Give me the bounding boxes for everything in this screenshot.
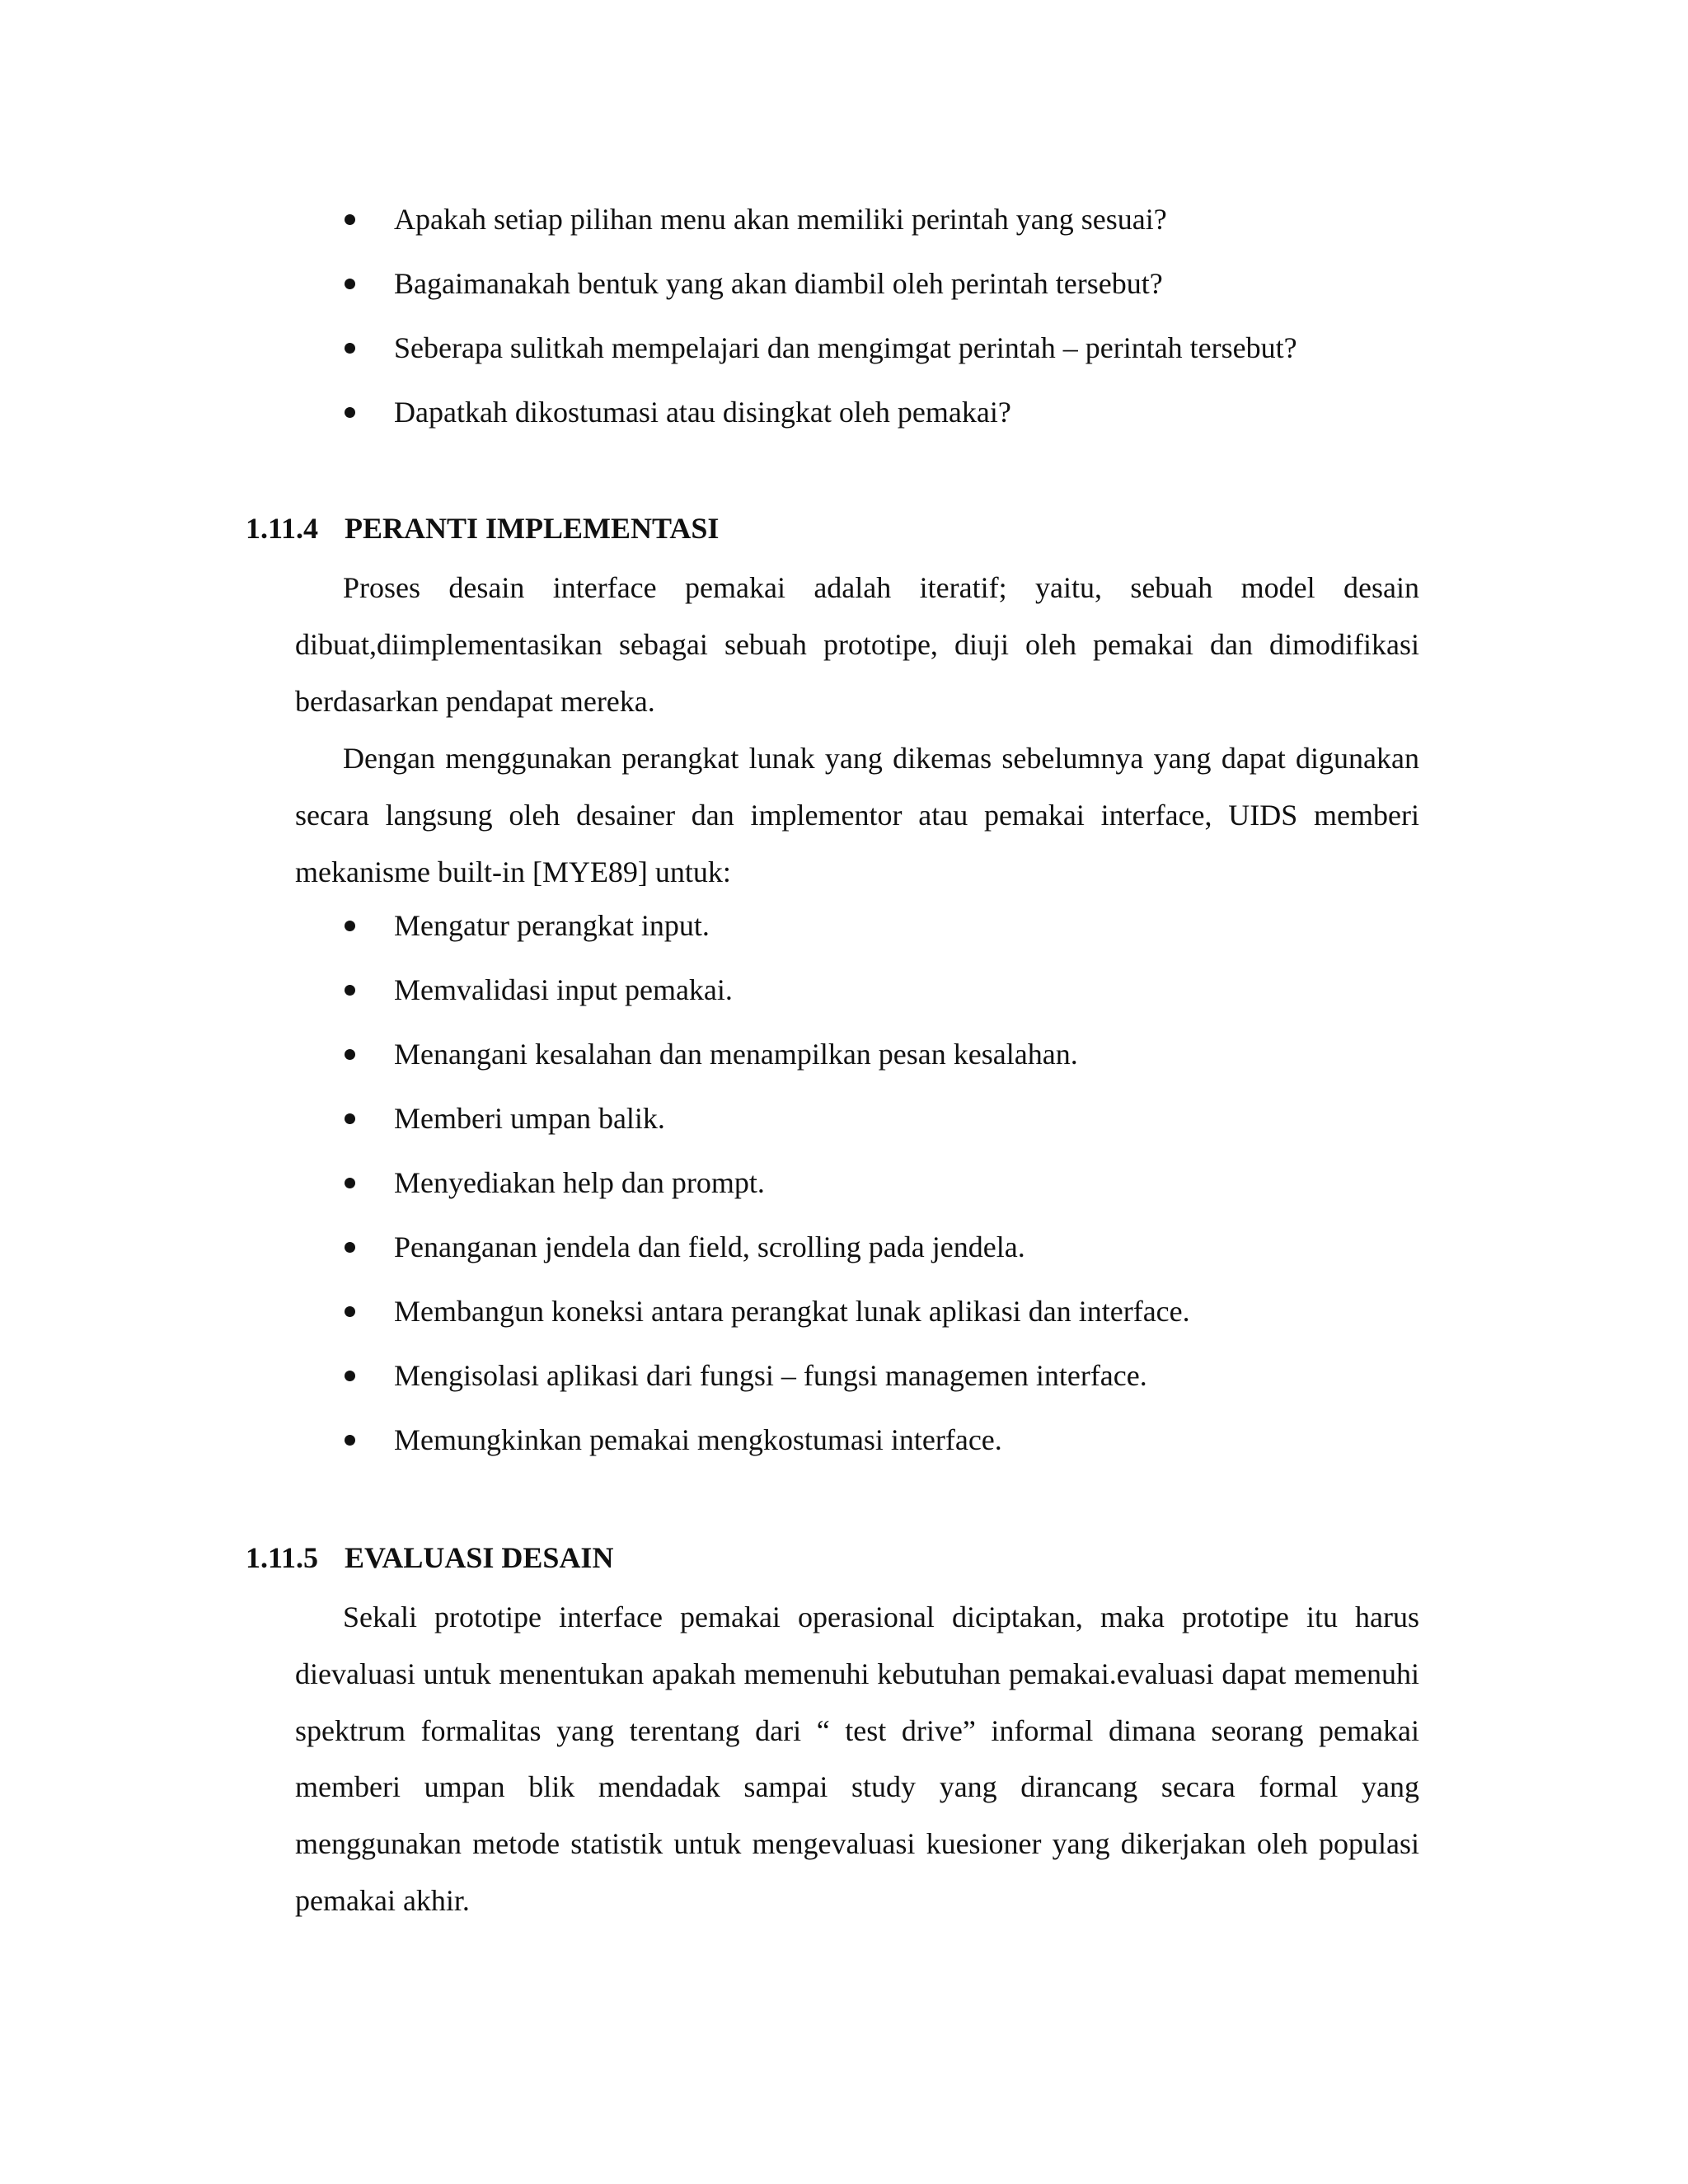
section-number: 1.11.5	[246, 1541, 319, 1574]
list-item-text: Mengisolasi aplikasi dari fungsi – fungsi managemen interface.	[394, 1359, 1147, 1392]
list-item-text: Penanganan jendela dan field, scrolling pada jendela.	[394, 1230, 1025, 1263]
list-item-text: Memungkinkan pemakai mengkostumasi interface.	[394, 1423, 1002, 1456]
paragraph: Dengan menggunakan perangkat lunak yang dikemas sebelumnya yang dapat digunakan secara langsung oleh desainer dan implementor atau pemakai interface, UIDS memberi mekanisme built-in [MYE89] untuk:	[295, 742, 1419, 888]
bullet-icon	[345, 921, 355, 931]
bullet-icon	[345, 1306, 355, 1317]
list-item-text: Mengatur perangkat input.	[394, 909, 710, 942]
bullet-icon	[345, 279, 355, 289]
section-heading	[246, 510, 719, 546]
paragraph: Sekali prototipe interface pemakai operasional diciptakan, maka prototipe itu harus dievaluasi untuk menentukan apakah memenuhi kebutuhan pemakai.evaluasi dapat memenuhi spektrum formalitas yang terentang dari “ test drive” informal dimana seorang pemakai memberi umpan blik mendadak sampai study yang dirancang secara formal yang menggunakan metode statistik untuk mengevaluasi kuesioner yang dikerjakan oleh populasi pemakai akhir.	[295, 1601, 1419, 1917]
section-title: EVALUASI DESAIN	[345, 1541, 614, 1574]
list-item-text: Memberi umpan balik.	[394, 1102, 665, 1135]
bullet-icon	[345, 214, 355, 225]
list-item-text: Menyediakan help dan prompt.	[394, 1166, 765, 1199]
bullet-icon	[345, 1049, 355, 1060]
bullet-icon	[345, 1113, 355, 1124]
section-heading	[246, 1540, 613, 1576]
bullet-icon	[345, 1242, 355, 1253]
list-item-text: Memvalidasi input pemakai.	[394, 973, 733, 1006]
bullet-icon	[345, 985, 355, 996]
list-item-text: Membangun koneksi antara perangkat lunak aplikasi dan interface.	[394, 1295, 1190, 1328]
section-number: 1.11.4	[246, 512, 319, 545]
paragraph: Proses desain interface pemakai adalah iteratif; yaitu, sebuah model desain dibuat,diimplementasikan sebagai sebuah prototipe, diuji oleh pemakai dan dimodifikasi berdasarkan pendapat mereka.	[295, 571, 1419, 718]
list-item-text: Menangani kesalahan dan menampilkan pesan kesalahan.	[394, 1038, 1078, 1071]
list-item-text: Seberapa sulitkah mempelajari dan mengimgat perintah – perintah tersebut?	[394, 331, 1297, 364]
bullet-icon	[345, 407, 355, 418]
section-title: PERANTI IMPLEMENTASI	[345, 512, 720, 545]
bullet-icon	[345, 343, 355, 354]
list-item-text: Bagaimanakah bentuk yang akan diambil oleh perintah tersebut?	[394, 267, 1163, 300]
bullet-icon	[345, 1371, 355, 1381]
bullet-icon	[345, 1435, 355, 1446]
bullet-icon	[345, 1178, 355, 1188]
list-item-text: Apakah setiap pilihan menu akan memiliki perintah yang sesuai?	[394, 203, 1167, 236]
list-item-text: Dapatkah dikostumasi atau disingkat oleh pemakai?	[394, 396, 1011, 429]
